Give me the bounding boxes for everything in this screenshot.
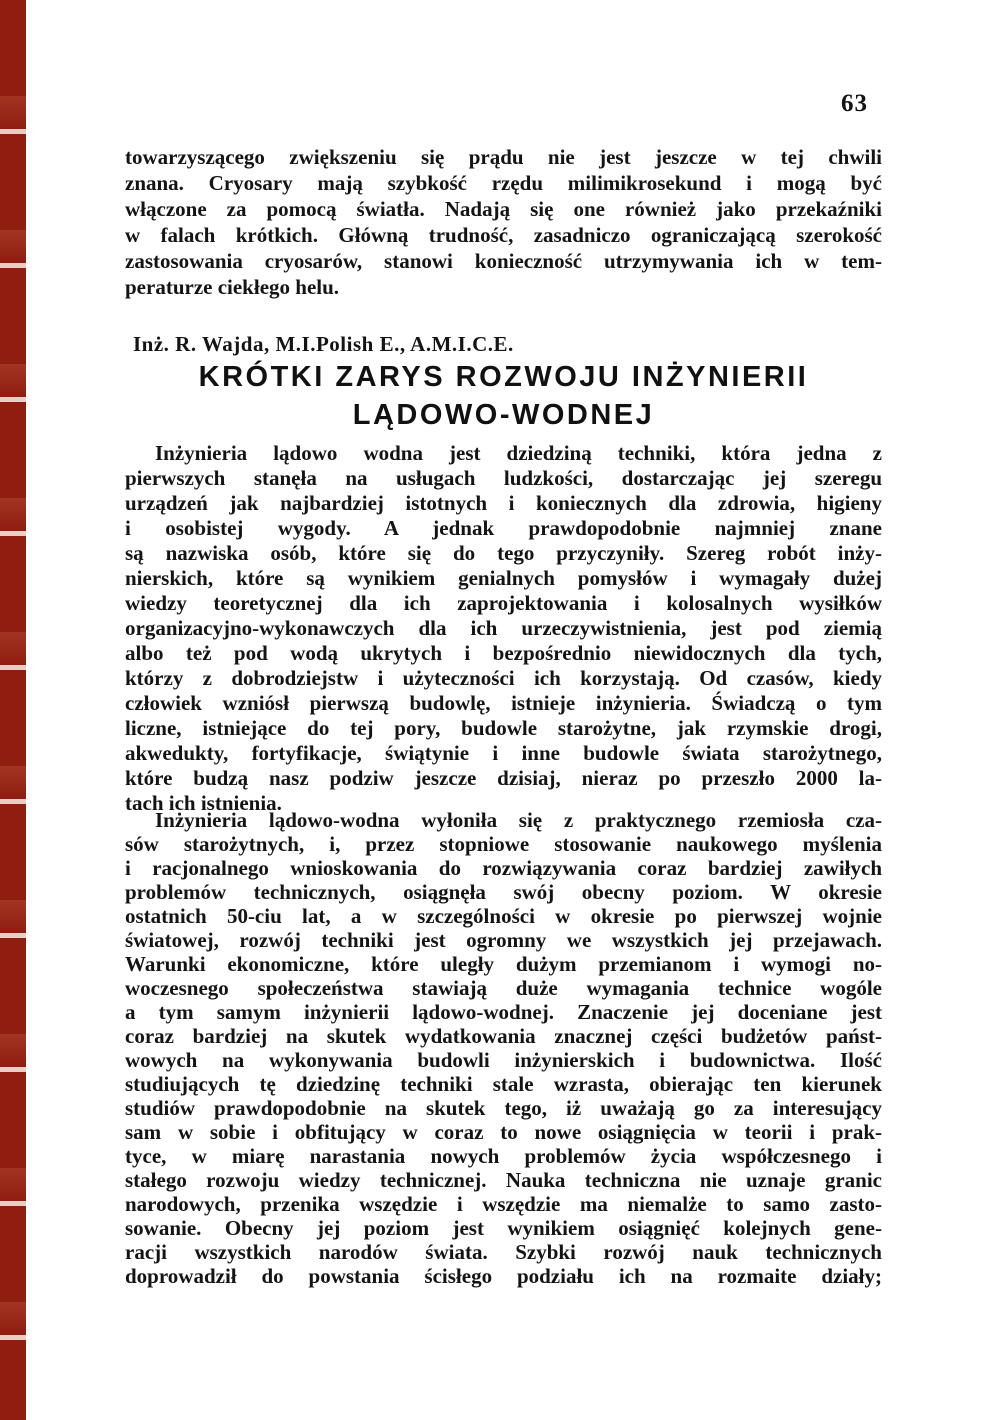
text-line: narodowych, przenika wszędzie i wszędzie ma niemalże to samo zasto- xyxy=(125,1192,882,1216)
text-line: woczesnego społeczeństwa stawiają duże wymagania technice wogóle xyxy=(125,976,882,1000)
text-line: sów starożytnych, i, przez stopniowe stosowanie naukowego myślenia xyxy=(125,832,882,856)
text-line: wowych na wykonywania budowli inżynierskich i budownictwa. Ilość xyxy=(125,1048,882,1072)
text-line: peraturze ciekłego helu. xyxy=(125,275,340,299)
text-line: studiów prawdopodobnie na skutek tego, iż uważają go za interesujący xyxy=(125,1096,882,1120)
article-title xyxy=(125,358,882,434)
text-line: nierskich, które są wynikiem genialnych pomysłów i wymagały dużej xyxy=(125,566,882,590)
text-line: tyce, w miarę narastania nowych problemów życia współczesnego i xyxy=(125,1144,882,1168)
text-line: problemów technicznych, osiągnęła swój obecny poziom. W okresie xyxy=(125,880,882,904)
text-line: którzy z dobrodziejstw i użyteczności ich korzystają. Od czasów, kiedy xyxy=(125,666,882,690)
text-line: coraz bardziej na skutek wydatkowania znacznej części budżetów państ- xyxy=(125,1024,882,1048)
text-line: towarzyszącego zwiększeniu się prądu nie jest jeszcze w tej chwili xyxy=(125,145,882,169)
text-line: i osobistej wygody. A jednak prawdopodobnie najmniej znane xyxy=(125,516,882,540)
text-line: sam w sobie i obfitujący w coraz to nowe osiągnięcia w teorii i prak- xyxy=(125,1120,882,1144)
author-line: Inż. R. Wajda, M.I.Polish E., A.M.I.C.E. xyxy=(133,332,514,356)
text-line: a tym samym inżynierii lądowo-wodnej. Znaczenie jej doceniane jest xyxy=(125,1000,882,1024)
text-line: znana. Cryosary mają szybkość rzędu milimikrosekund i mogą być xyxy=(125,171,882,195)
text-line: ostatnich 50-ciu lat, a w szczególności w okresie po pierwszej wojnie xyxy=(125,904,882,928)
text-line: sowanie. Obecny jej poziom jest wynikiem osiągnięć kolejnych gene- xyxy=(125,1216,882,1240)
text-line: organizacyjno-wykonawczych dla ich urzeczywistnienia, jest pod ziemią xyxy=(125,616,882,640)
text-line: liczne, istniejące do tej pory, budowle starożytne, jak rzymskie drogi, xyxy=(125,716,882,740)
text-line: są nazwiska osób, które się do tego przyczyniły. Szereg robót inży- xyxy=(125,541,882,565)
text-line: racji wszystkich narodów świata. Szybki rozwój nauk technicznych xyxy=(125,1240,882,1264)
article-title-line1: KRÓTKI ZARYS ROZWOJU INŻYNIERII xyxy=(198,361,809,393)
text-line: Inżynieria lądowo wodna jest dziedziną techniki, która jedna z xyxy=(155,441,882,465)
text-line: albo też pod wodą ukrytych i bezpośrednio niewidocznych dla tych, xyxy=(125,641,882,665)
text-line: pierwszych stanęła na usługach ludzkości, dostarczając jej szeregu xyxy=(125,466,882,490)
text-line: akwedukty, fortyfikacje, świątynie i inne budowle świata starożytnego, xyxy=(125,741,882,765)
article-title-line2: LĄDOWO-WODNEJ xyxy=(352,399,655,431)
text-line: tach ich istnienia. xyxy=(125,791,282,815)
text-line: stałego rozwoju wiedzy technicznej. Nauka techniczna nie uznaje granic xyxy=(125,1168,882,1192)
page-number: 63 xyxy=(841,90,868,117)
text-line: studiujących tę dziedzinę techniki stale wzrasta, obierając ten kierunek xyxy=(125,1072,882,1096)
text-line: które budzą nasz podziw jeszcze dzisiaj, nieraz po przeszło 2000 la- xyxy=(125,766,882,790)
text-line: człowiek wzniósł pierwszą budowlę, istnieje inżynieria. Świadczą o tym xyxy=(125,691,882,715)
text-line: zastosowania cryosarów, stanowi konieczność utrzymywania ich w tem- xyxy=(125,249,882,273)
paragraph-cryosars xyxy=(125,144,882,300)
text-line: Inżynieria lądowo-wodna wyłoniła się z praktycznego rzemiosła cza- xyxy=(155,808,882,832)
scan-edge-bar xyxy=(0,0,26,1420)
text-line: urządzeń jak najbardziej istotnych i koniecznych dla zdrowia, higieny xyxy=(125,491,882,515)
text-line: światowej, rozwój techniki jest ogromny we wszystkich jej przejawach. xyxy=(125,928,882,952)
text-line: Warunki ekonomiczne, które uległy dużym przemianom i wymogi no- xyxy=(125,952,882,976)
text-line: wiedzy teoretycznej dla ich zaprojektowania i kolosalnych wysiłków xyxy=(125,591,882,615)
text-line: w falach krótkich. Główną trudność, zasadniczo ograniczającą szerokość xyxy=(125,223,882,247)
text-line: i racjonalnego wnioskowania do rozwiązywania coraz bardziej zawiłych xyxy=(125,856,882,880)
text-line: włączone za pomocą światła. Nadają się one również jako przekaźniki xyxy=(125,197,882,221)
paragraph-intro xyxy=(125,441,882,816)
paragraph-development xyxy=(125,808,882,1288)
text-line: doprowadził do powstania ścisłego podziału ich na rozmaite działy; xyxy=(125,1264,882,1288)
